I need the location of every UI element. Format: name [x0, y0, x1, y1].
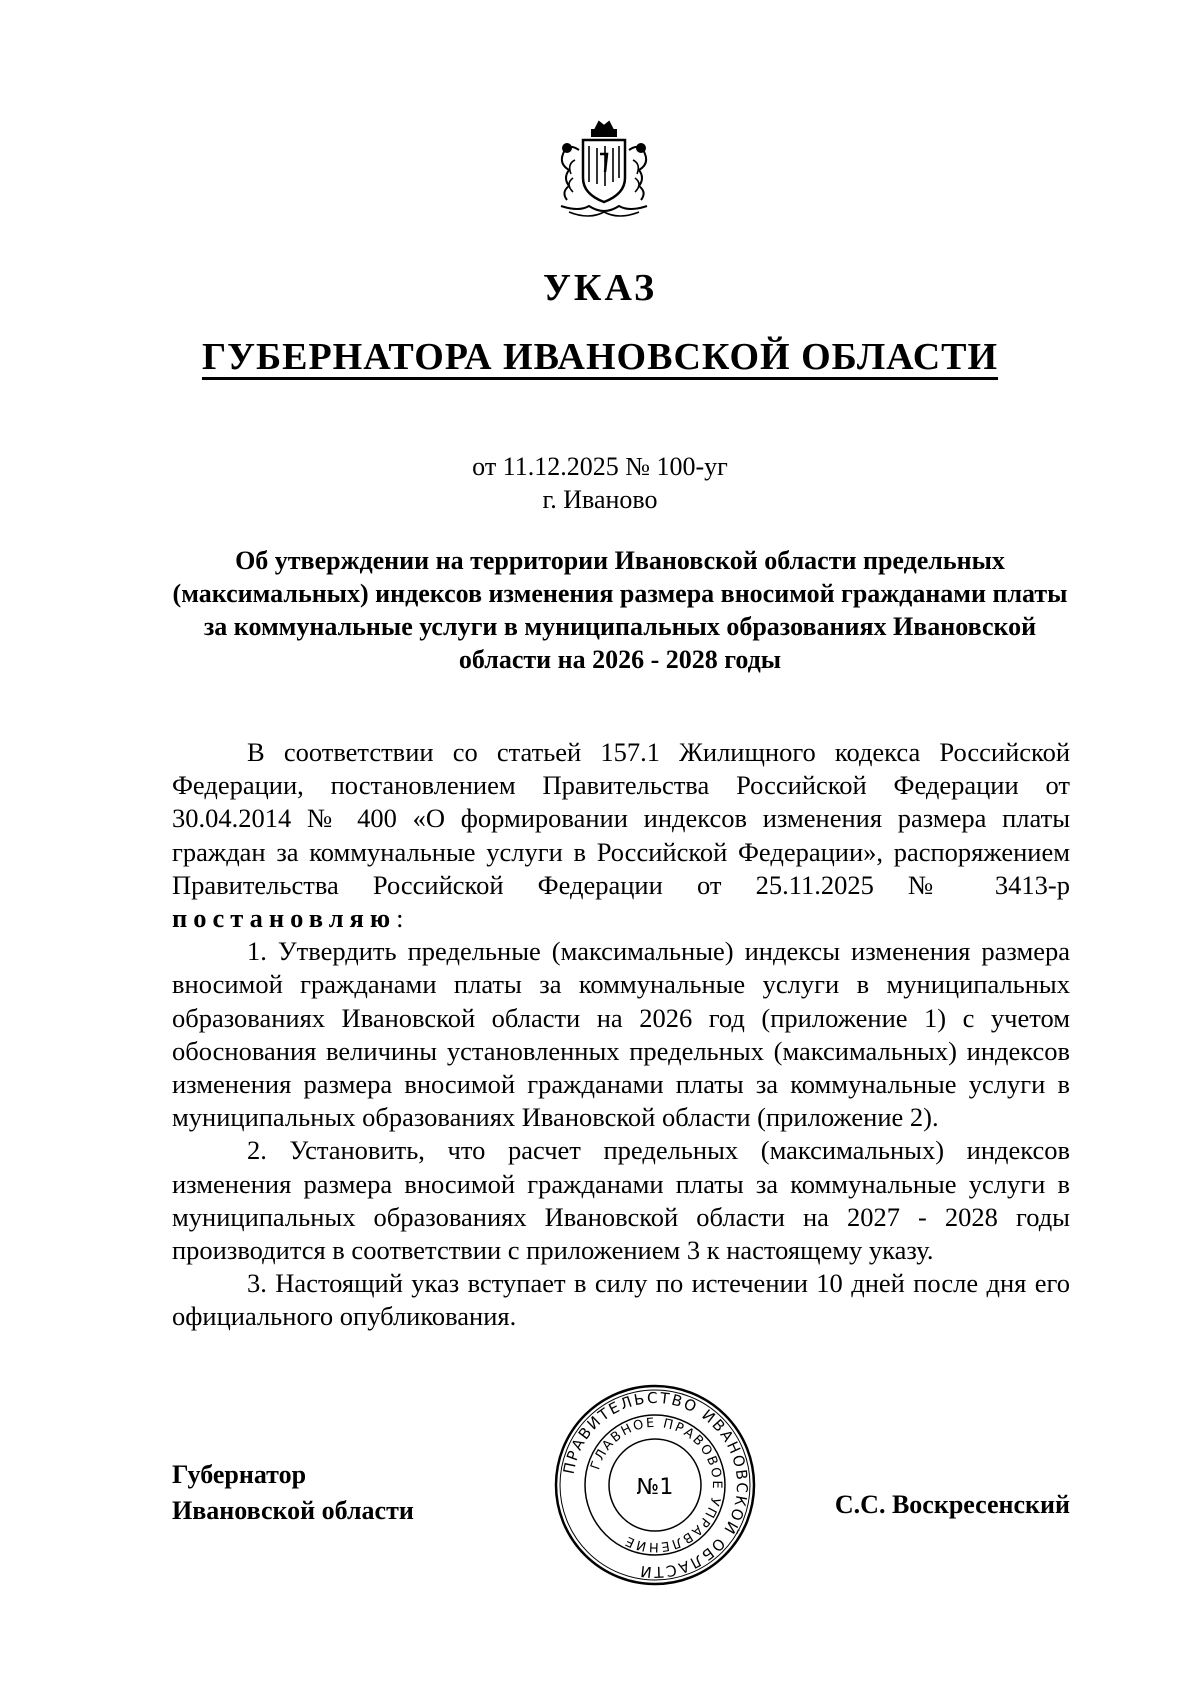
signatory-name: С.С. Воскресенский [834, 1490, 1070, 1519]
round-seal-icon [553, 1383, 757, 1587]
document-city: г. Иваново [542, 485, 658, 514]
item-2-paragraph: 2. Установить, что расчет предельных (максимальных) индексов изменения размера вносимой гражданами платы за коммунальные услуги в муниципальных образованиях Ивановской области на 2027 - 2028 годы производится в соответствии с приложением 3 к настоящему указу. [172, 1135, 1070, 1266]
stamp-inner-text: ГЛАВНОЕ ПРАВОВОЕ УПРАВЛЕНИЕ [588, 1415, 725, 1555]
signatory-position-line2: Ивановской области [172, 1496, 414, 1525]
document-subtitle: ГУБЕРНАТОРА ИВАНОВСКОЙ ОБЛАСТИ [201, 336, 999, 378]
coat-of-arms-icon [549, 120, 659, 222]
decree-word: постановляю [172, 903, 397, 934]
item-3-paragraph: 3. Настоящий указ вступает в силу по истечении 10 дней после дня его официального опубликования. [172, 1268, 1070, 1332]
signatory-position [172, 1457, 414, 1529]
item-1-paragraph: 1. Утвердить предельные (максимальные) индексы изменения размера вносимой гражданами платы за коммунальные услуги в муниципальных образованиях Ивановской области на 2026 год (приложение 1) с учетом обоснования величины установленных предельных (максимальных) индексов изменения размера вносимой гражданами платы за коммунальные услуги в муниципальных образованиях Ивановской области (приложение 2). [172, 936, 1070, 1133]
document-title: УКАЗ [543, 267, 657, 309]
document-date: от 11.12.2025 № 100-уг [472, 452, 728, 481]
preamble-paragraph: В соответствии со статьей 157.1 Жилищного кодекса Российской Федерации, постановлением Правительства Российской Федерации от 30.04.2014 № 400 «О формировании индексов изменения размера платы граждан за коммунальные услуги в Российской Федерации», распоряжением Правительства Российской Федерации от 25.11.2025 № 3413-р постановляю: [172, 737, 1070, 934]
stamp-outer-text: ПРАВИТЕЛЬСТВО ИВАНОВСКОЙ ОБЛАСТИ [559, 1388, 752, 1582]
stamp-number: №1 [636, 1475, 674, 1500]
document-subject: Об утверждении на территории Ивановской области предельных (максимальных) индексов изменения размера вносимой гражданами платы за коммунальные услуги в муниципальных образованиях Ивановской области на 2026 - 2028 годы [172, 546, 1068, 674]
signatory-position-line1: Губернатор [172, 1460, 307, 1489]
document-body [172, 736, 1070, 1334]
